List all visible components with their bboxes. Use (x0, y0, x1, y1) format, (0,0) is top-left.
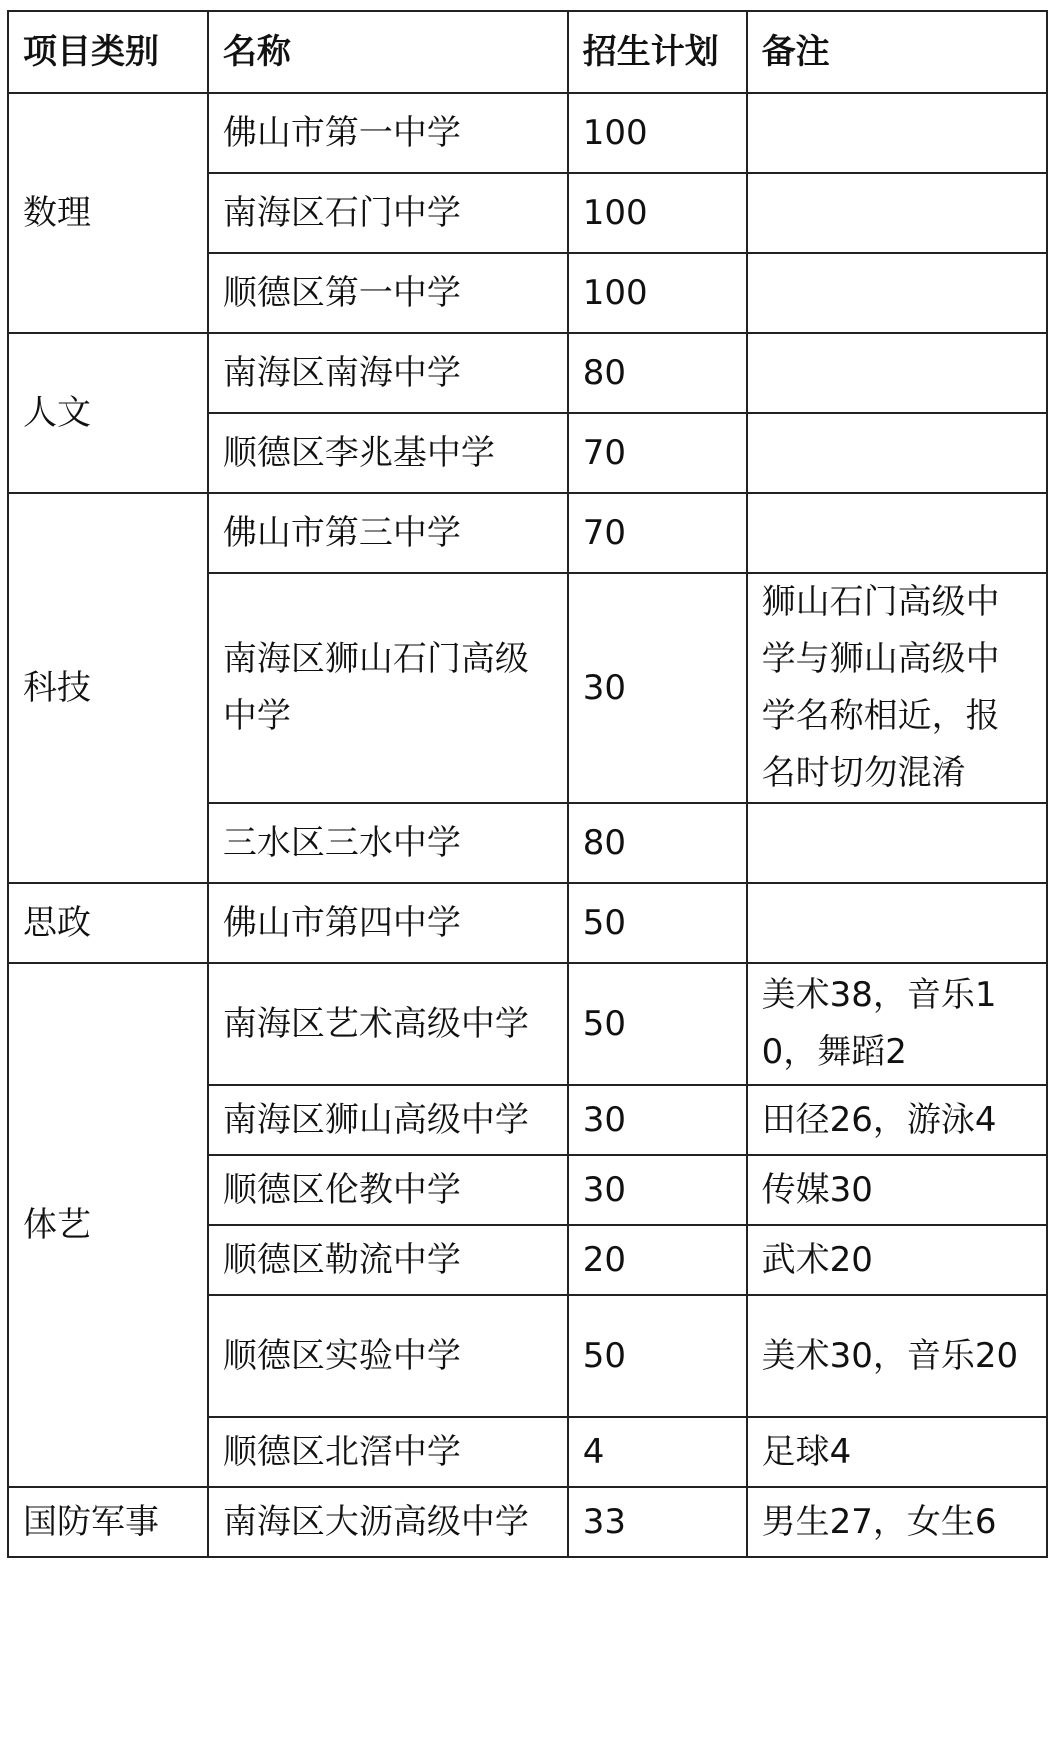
school-name: 顺德区伦教中学 (208, 1155, 568, 1225)
school-name: 顺德区北滘中学 (208, 1417, 568, 1487)
plan-count: 80 (568, 803, 747, 883)
header-note: 备注 (747, 11, 1047, 93)
school-name: 南海区狮山石门高级中学 (208, 573, 568, 803)
school-name: 佛山市第一中学 (208, 93, 568, 173)
note-cell (747, 173, 1047, 253)
document (7, 10, 1047, 1558)
school-name: 三水区三水中学 (208, 803, 568, 883)
category-cell: 思政 (8, 883, 208, 963)
school-name: 佛山市第四中学 (208, 883, 568, 963)
category-cell: 人文 (8, 333, 208, 493)
note-cell (747, 253, 1047, 333)
plan-count: 33 (568, 1487, 747, 1557)
note-cell: 美术38，音乐10，舞蹈2 (747, 963, 1047, 1085)
header-plan: 招生计划 (568, 11, 747, 93)
plan-count: 100 (568, 253, 747, 333)
table-row (8, 883, 1047, 963)
note-cell (747, 493, 1047, 573)
school-name: 顺德区李兆基中学 (208, 413, 568, 493)
header-category: 项目类别 (8, 11, 208, 93)
school-name: 顺德区实验中学 (208, 1295, 568, 1417)
table-row (8, 963, 1047, 1085)
note-cell (747, 883, 1047, 963)
school-name: 顺德区第一中学 (208, 253, 568, 333)
school-name: 南海区狮山高级中学 (208, 1085, 568, 1155)
plan-count: 50 (568, 883, 747, 963)
note-cell: 武术20 (747, 1225, 1047, 1295)
plan-count: 100 (568, 93, 747, 173)
header-name: 名称 (208, 11, 568, 93)
note-cell: 狮山石门高级中学与狮山高级中学名称相近，报名时切勿混淆 (747, 573, 1047, 803)
note-cell (747, 803, 1047, 883)
note-cell (747, 413, 1047, 493)
plan-count: 30 (568, 1155, 747, 1225)
plan-count: 20 (568, 1225, 747, 1295)
plan-count: 30 (568, 573, 747, 803)
table-row (8, 1487, 1047, 1557)
plan-count: 50 (568, 1295, 747, 1417)
note-cell (747, 333, 1047, 413)
school-name: 南海区大沥高级中学 (208, 1487, 568, 1557)
plan-count: 70 (568, 493, 747, 573)
category-cell: 体艺 (8, 963, 208, 1487)
note-cell: 传媒30 (747, 1155, 1047, 1225)
school-name: 南海区石门中学 (208, 173, 568, 253)
note-cell: 男生27，女生6 (747, 1487, 1047, 1557)
school-name: 南海区南海中学 (208, 333, 568, 413)
table-row (8, 93, 1047, 173)
note-cell (747, 93, 1047, 173)
school-name: 南海区艺术高级中学 (208, 963, 568, 1085)
category-cell: 科技 (8, 493, 208, 883)
table-row (8, 333, 1047, 413)
note-cell: 田径26，游泳4 (747, 1085, 1047, 1155)
plan-count: 30 (568, 1085, 747, 1155)
plan-count: 80 (568, 333, 747, 413)
school-name: 顺德区勒流中学 (208, 1225, 568, 1295)
note-cell: 美术30，音乐20 (747, 1295, 1047, 1417)
table-row (8, 493, 1047, 573)
table-header-row (8, 11, 1047, 93)
category-cell: 数理 (8, 93, 208, 333)
school-name: 佛山市第三中学 (208, 493, 568, 573)
plan-count: 100 (568, 173, 747, 253)
note-cell: 足球4 (747, 1417, 1047, 1487)
plan-count: 70 (568, 413, 747, 493)
category-cell: 国防军事 (8, 1487, 208, 1557)
plan-count: 4 (568, 1417, 747, 1487)
plan-count: 50 (568, 963, 747, 1085)
enrollment-table (7, 10, 1048, 1558)
